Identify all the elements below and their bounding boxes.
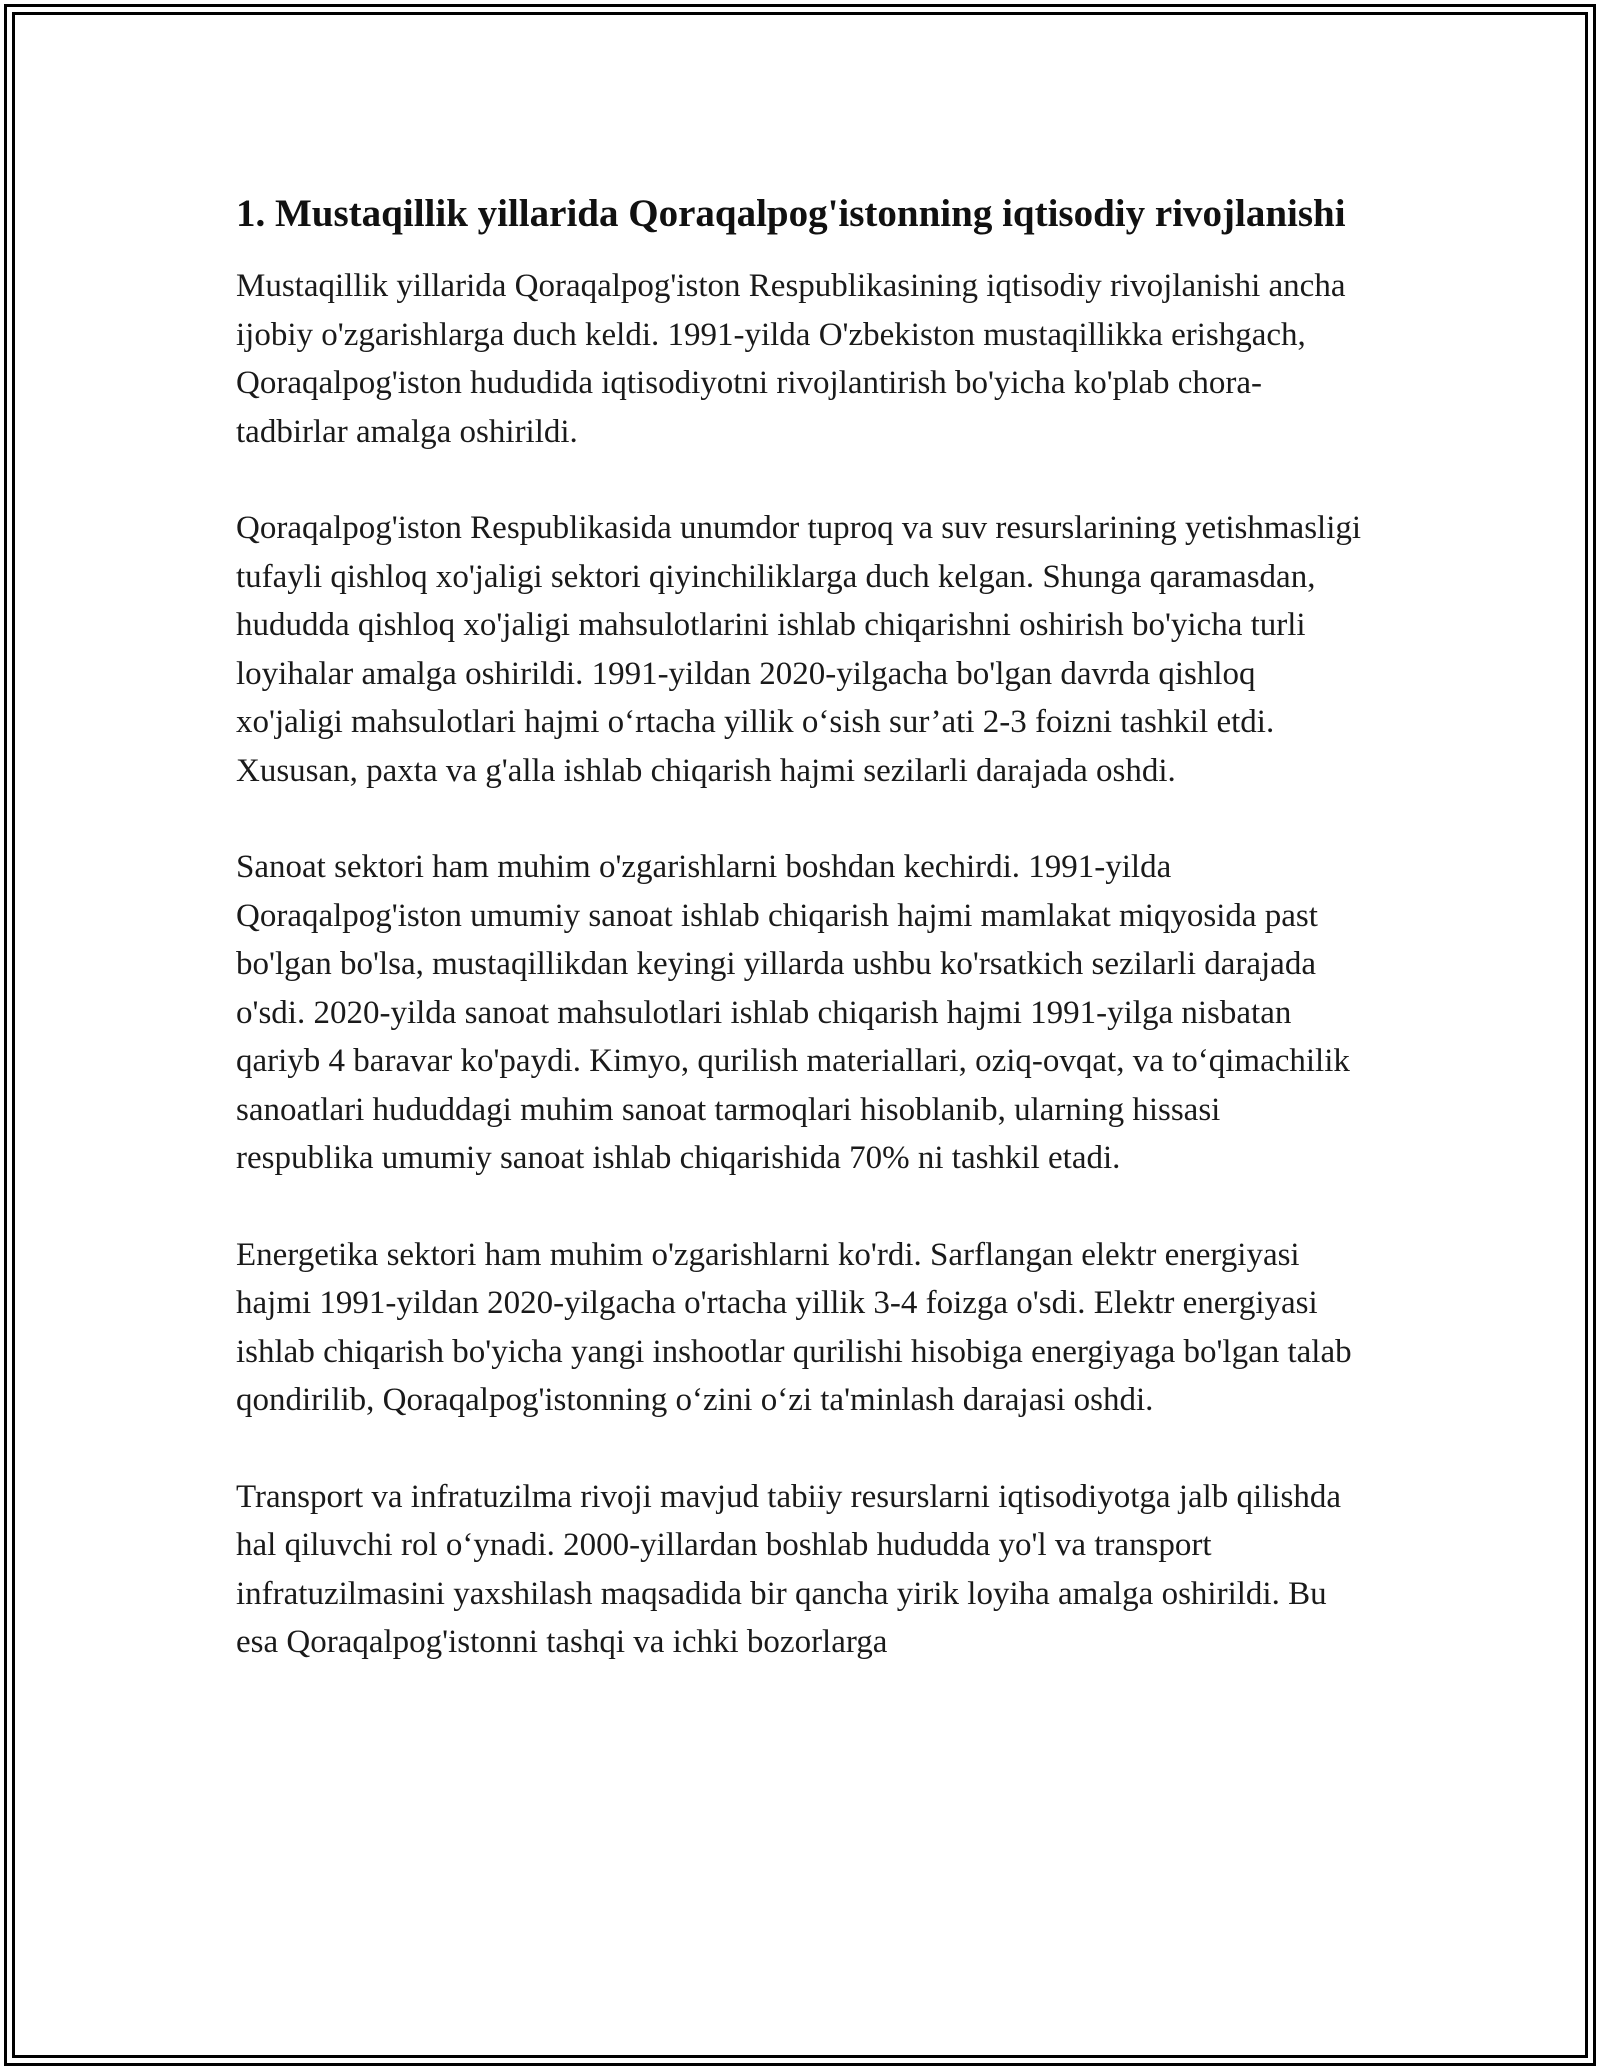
section-heading: 1. Mustaqillik yillarida Qoraqalpog'istonning iqtisodiy rivojlanishi [236, 192, 1346, 235]
paragraph-energy: Energetika sektori ham muhim o'zgarishlarni ko'rdi. Sarflangan elektr energiyasi hajmi 1991-yildan 2020-yilgacha o'rtacha yillik 3-4 foizga o'sdi. Elektr energiyasi ishlab chiqarish bo'yicha yangi inshootlar qurilishi hisobiga energiyaga bo'lgan talab qondirilib, Qoraqalpog'istonning o‘zini o‘zi ta'minlash darajasi oshdi. [236, 1236, 1352, 1418]
document-body [236, 186, 1364, 1715]
paragraph-agriculture: Qoraqalpog'iston Respublikasida unumdor tuproq va suv resurslarining yetishmasligi tufayli qishloq xo'jaligi sektori qiyinchiliklarga duch kelgan. Shunga qaramasdan, hududda qishloq xo'jaligi mahsulotlarini ishlab chiqarishni oshirish bo'yicha turli loyihalar amalga oshirildi. 1991-yildan 2020-yilgacha bo'lgan davrda qishloq xo'jaligi mahsulotlari hajmi o‘rtacha yillik o‘sish sur’ati 2-3 foizni tashkil etdi. Xususan, paxta va g'alla ishlab chiqarish hajmi sezilarli darajada oshdi. [236, 510, 1362, 789]
paragraph-transport: Transport va infratuzilma rivoji mavjud tabiiy resurslarni iqtisodiyotga jalb qilishda hal qiluvchi rol o‘ynadi. 2000-yillardan boshlab hududda yo'l va transport infratuzilmasini yaxshilash maqsadida bir qancha yirik loyiha amalga oshirildi. Bu esa Qoraqalpog'istonni tashqi va ichki bozorlarga [236, 1478, 1342, 1660]
paragraph-intro: Mustaqillik yillarida Qoraqalpog'iston Respublikasining iqtisodiy rivojlanishi ancha ijobiy o'zgarishlarga duch keldi. 1991-yilda O'zbekiston mustaqillikka erishgach, Qoraqalpog'iston hududida iqtisodiyotni rivojlantirish bo'yicha ko'plab chora-tadbirlar amalga oshirildi. [236, 268, 1346, 450]
paragraph-industry: Sanoat sektori ham muhim o'zgarishlarni boshdan kechirdi. 1991-yilda Qoraqalpog'iston umumiy sanoat ishlab chiqarish hajmi mamlakat miqyosida past bo'lgan bo'lsa, mustaqillikdan keyingi yillarda ushbu ko'rsatkich sezilarli darajada o'sdi. 2020-yilda sanoat mahsulotlari ishlab chiqarish hajmi 1991-yilga nisbatan qariyb 4 baravar ko'paydi. Kimyo, qurilish materiallari, oziq-ovqat, va to‘qimachilik sanoatlari hududdagi muhim sanoat tarmoqlari hisoblanib, ularning hissasi respublika umumiy sanoat ishlab chiqarishida 70% ni tashkil etadi. [236, 849, 1350, 1176]
